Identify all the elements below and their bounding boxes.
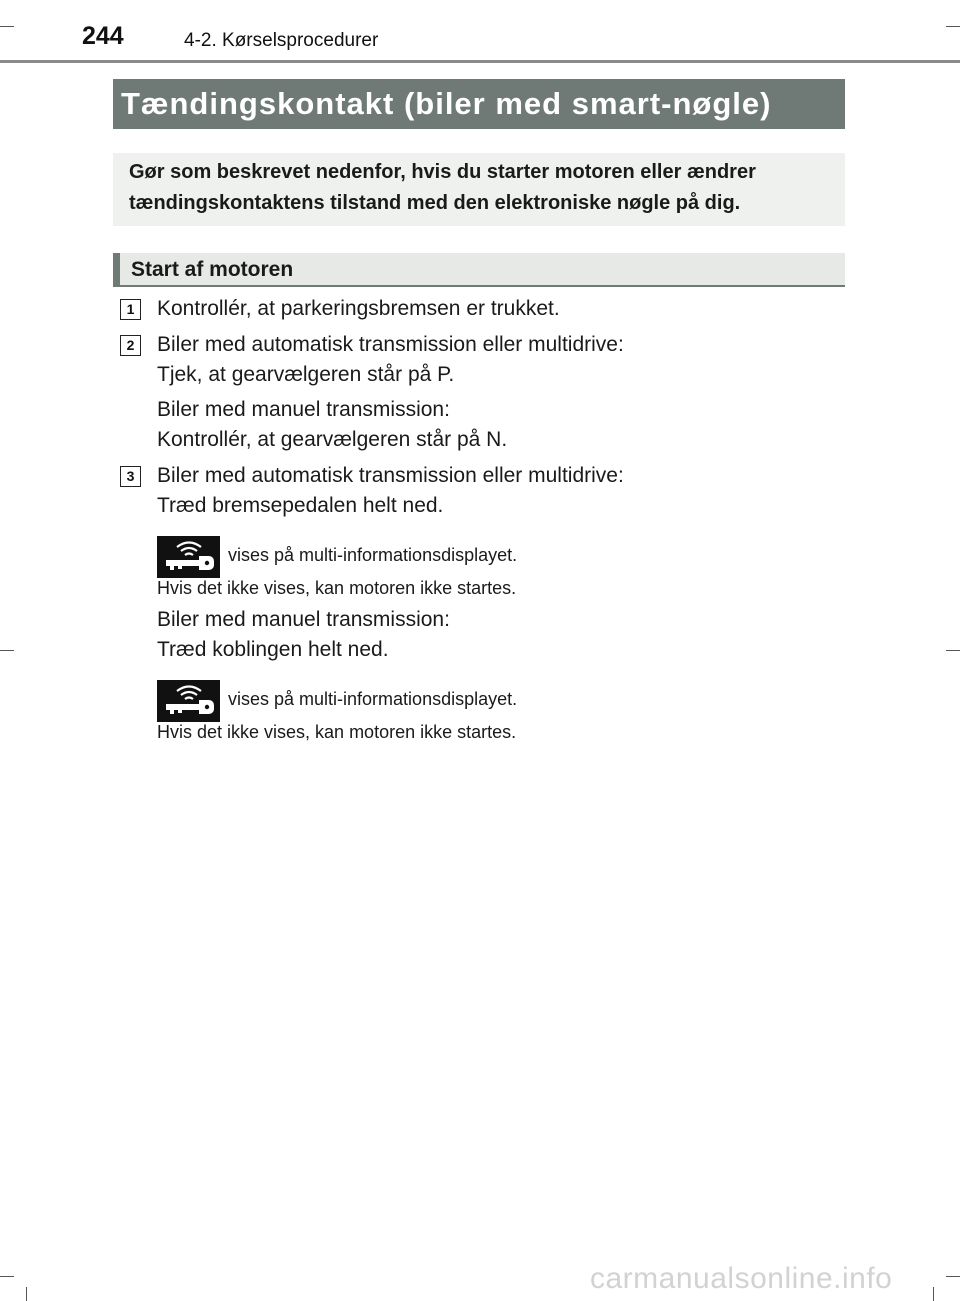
step-text: Kontrollér, at parkeringsbremsen er trukket. <box>157 297 560 320</box>
intro-line: tændingskontaktens tilstand med den elektroniske nøgle på dig. <box>129 192 741 214</box>
step-text: Biler med automatisk transmission eller multidrive: <box>157 333 624 356</box>
intro-box <box>113 153 845 226</box>
watermark: carmanualsonline.info <box>590 1262 893 1295</box>
crop-mark <box>0 1276 14 1277</box>
step-text: Biler med manuel transmission: <box>157 608 450 631</box>
note-text: vises på multi-informationsdisplayet. <box>228 545 518 565</box>
key-indicator-icon <box>157 680 220 722</box>
header-rule <box>0 60 960 63</box>
crop-mark <box>0 26 14 27</box>
step-number: 1 <box>120 299 141 320</box>
crop-mark <box>26 1287 27 1301</box>
crop-mark <box>946 26 960 27</box>
note-text: vises på multi-informationsdisplayet. <box>228 689 518 709</box>
step-text: Træd bremsepedalen helt ned. <box>157 494 444 517</box>
intro-line: Gør som beskrevet nedenfor, hvis du starter motoren eller ændrer <box>129 161 756 183</box>
page-title: Tændingskontakt (biler med smart-nøgle) <box>113 79 845 129</box>
note-subtext: Hvis det ikke vises, kan motoren ikke startes. <box>157 722 517 742</box>
crop-mark <box>946 650 960 651</box>
step-number: 2 <box>120 335 141 356</box>
note-subtext: Hvis det ikke vises, kan motoren ikke startes. <box>157 578 517 598</box>
subheading: Start af motoren <box>113 253 845 287</box>
crop-mark <box>933 1287 934 1301</box>
step-text: Biler med automatisk transmission eller multidrive: <box>157 464 624 487</box>
crop-mark <box>946 1276 960 1277</box>
step-text: Tjek, at gearvælgeren står på P. <box>157 363 455 386</box>
step-text: Træd koblingen helt ned. <box>157 638 389 661</box>
step-text: Biler med manuel transmission: <box>157 398 450 421</box>
crop-mark <box>0 650 14 651</box>
section-title: 4-2. Kørselsprocedurer <box>184 30 379 51</box>
key-indicator-icon <box>157 536 220 578</box>
step-text: Kontrollér, at gearvælgeren står på N. <box>157 428 508 451</box>
step-number: 3 <box>120 466 141 487</box>
page-number: 244 <box>82 22 124 50</box>
